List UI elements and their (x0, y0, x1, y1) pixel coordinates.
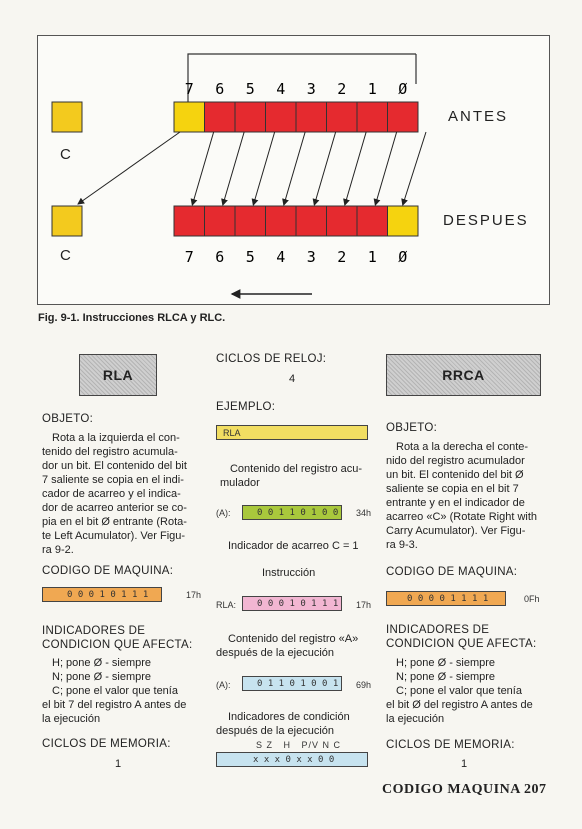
bit-number-bottom: 2 (337, 248, 347, 266)
line: Rota a la derecha el conte- (396, 441, 529, 453)
bit-number-top: 4 (276, 80, 286, 98)
bit-number-top: 7 (184, 80, 194, 98)
line: INDICADORES DE (386, 624, 490, 636)
left-indicadores-heading (42, 624, 193, 652)
bit-number-top: 5 (245, 80, 255, 98)
rotation-diagram (38, 36, 551, 306)
register-bit-top (296, 102, 327, 132)
figure-frame (37, 35, 550, 305)
bit-number-bottom: 7 (184, 248, 194, 266)
bit-number-top: 3 (306, 80, 316, 98)
line: N; pone Ø - siempre (52, 671, 152, 683)
shift-arrow (314, 132, 335, 205)
a2-hex: 69h (356, 680, 372, 690)
title-rla: RLA (79, 354, 157, 396)
a2-code-bar: 0 1 1 0 1 0 0 1 (242, 676, 342, 691)
right-objeto-text (386, 440, 546, 552)
shift-arrow (253, 132, 274, 205)
line: Indicadores de condición (228, 711, 350, 723)
register-bit-top (388, 102, 419, 132)
flag-values-bar: x x x 0 x x 0 0 (216, 752, 368, 767)
right-code-bar: 0 0 0 0 1 1 1 1 (386, 591, 506, 606)
line: te Left Acumulator). Ver Figu- (42, 530, 186, 542)
line: INDICADORES DE (42, 625, 146, 637)
bit-number-bottom: 4 (276, 248, 286, 266)
left-objeto-heading: OBJETO: (42, 413, 94, 425)
line: dor de acarreo anterior se co- (42, 502, 187, 514)
line: tenido del registro acumula- (42, 446, 178, 458)
line: la ejecución (42, 713, 101, 725)
register-bit-bottom (327, 206, 358, 236)
a-code-bar: 0 0 1 1 0 1 0 0 (242, 505, 342, 520)
carry-label-bottom: C (60, 247, 71, 264)
rla-hex: 17h (356, 600, 372, 610)
instruccion-label: Instrucción (262, 567, 316, 579)
line: después de la ejecución (216, 647, 335, 659)
register-bit-top (357, 102, 388, 132)
right-codigo-heading: CODIGO DE MAQUINA: (386, 566, 518, 578)
line: saliente se copia en el bit 7 (386, 483, 519, 495)
figure-caption: Fig. 9-1. Instrucciones RLCA y RLC. (38, 312, 226, 324)
register-bit-bottom (388, 206, 419, 236)
a-label: (A): (216, 508, 231, 518)
line: Contenido del registro acu- (229, 463, 363, 475)
line: N; pone Ø - siempre (396, 671, 496, 683)
line: CONDICION QUE AFECTA: (42, 639, 193, 651)
line: CONDICION QUE AFECTA: (386, 638, 537, 650)
line: cador de acarreo y el indica- (42, 488, 181, 500)
shift-arrow (284, 132, 305, 205)
rla-code-bar: 0 0 0 1 0 1 1 1 (242, 596, 342, 611)
despues-label: DESPUES (443, 212, 529, 229)
bit-number-bottom: 5 (245, 248, 255, 266)
bit-number-bottom: 3 (306, 248, 316, 266)
flag-names: S Z H P/V N C (256, 740, 342, 750)
ejemplo-heading: EJEMPLO: (216, 401, 276, 413)
carry-box-top (52, 102, 82, 132)
a-hex: 34h (356, 508, 372, 518)
line: C; pone el valor que tenía (52, 685, 178, 697)
line: la ejecución (386, 713, 445, 725)
line: después de la ejecución (216, 725, 335, 737)
bit-number-top: Ø (398, 80, 408, 98)
left-objeto-text (42, 431, 202, 557)
line: un bit. El contenido del bit Ø (386, 469, 524, 481)
carry-box-bottom (52, 206, 82, 236)
register-bit-bottom (174, 206, 205, 236)
bit-number-top: 2 (337, 80, 347, 98)
ciclos-reloj-value: 4 (289, 373, 296, 385)
bit-number-top: 6 (215, 80, 225, 98)
right-indicadores-heading (386, 623, 537, 651)
line: el bit Ø del registro A antes de (386, 699, 533, 711)
line: ra 9-3. (386, 539, 418, 551)
right-ciclos-value: 1 (461, 758, 468, 770)
line: entrante y en el indicador de (386, 497, 525, 509)
ciclos-reloj-heading: CICLOS DE RELOJ: (216, 353, 327, 365)
antes-label: ANTES (448, 108, 509, 125)
despues-text (216, 632, 376, 660)
page-footer: CODIGO MAQUINA 207 (382, 782, 547, 797)
line: Contenido del registro «A» (228, 633, 359, 645)
register-bit-top (266, 102, 297, 132)
shift-arrow (223, 132, 244, 205)
line: H; pone Ø - siempre (52, 657, 152, 669)
line: Rota a la izquierda el con- (52, 432, 180, 444)
rla-label: RLA: (216, 600, 237, 610)
right-ciclos-heading: CICLOS DE MEMORIA: (386, 739, 515, 751)
left-indicadores-text (42, 656, 207, 726)
left-codigo-heading: CODIGO DE MAQUINA: (42, 565, 174, 577)
ejemplo-code-bar: RLA (216, 425, 368, 440)
bit-number-top: 1 (367, 80, 377, 98)
right-code-hex: 0Fh (524, 594, 540, 604)
a2-label: (A): (216, 680, 231, 690)
line: mulador (220, 477, 260, 489)
line: Carry Acumulator). Ver Figu- (386, 525, 526, 537)
shift-arrow (375, 132, 396, 205)
register-bit-bottom (266, 206, 297, 236)
indicadores-text (216, 710, 376, 738)
register-bit-top (174, 102, 205, 132)
bit-number-bottom: 1 (367, 248, 377, 266)
left-code-bar: 0 0 0 1 0 1 1 1 (42, 587, 162, 602)
shift-arrow (192, 132, 213, 205)
register-bit-top (327, 102, 358, 132)
carry-label-top: C (60, 146, 71, 163)
register-bit-bottom (296, 206, 327, 236)
line: ra 9-2. (42, 544, 74, 556)
acarreo-line: Indicador de acarreo C = 1 (228, 540, 359, 552)
contenido-text (216, 462, 376, 490)
register-bit-bottom (205, 206, 236, 236)
right-objeto-heading: OBJETO: (386, 422, 438, 434)
register-bit-bottom (357, 206, 388, 236)
carry-arrow (78, 132, 180, 204)
line: el bit 7 del registro A antes de (42, 699, 187, 711)
line: H; pone Ø - siempre (396, 657, 496, 669)
line: 7 saliente se copia en el indi- (42, 474, 184, 486)
line: pia en el bit Ø entrante (Rota- (42, 516, 187, 528)
line: dor un bit. El contenido del bit (42, 460, 187, 472)
register-bit-bottom (235, 206, 266, 236)
right-indicadores-text (386, 656, 551, 726)
left-ciclos-value: 1 (115, 758, 122, 770)
line: acarreo «C» (Rotate Right with (386, 511, 538, 523)
title-rrca: RRCA (386, 354, 541, 396)
wrap-arrow (403, 132, 426, 205)
bit-number-bottom: Ø (398, 248, 408, 266)
shift-arrow (345, 132, 366, 205)
register-bit-top (205, 102, 236, 132)
line: C; pone el valor que tenía (396, 685, 522, 697)
line: nido del registro acumulador (386, 455, 525, 467)
bit-number-bottom: 6 (215, 248, 225, 266)
register-bit-top (235, 102, 266, 132)
left-code-hex: 17h (186, 590, 202, 600)
left-ciclos-heading: CICLOS DE MEMORIA: (42, 738, 171, 750)
